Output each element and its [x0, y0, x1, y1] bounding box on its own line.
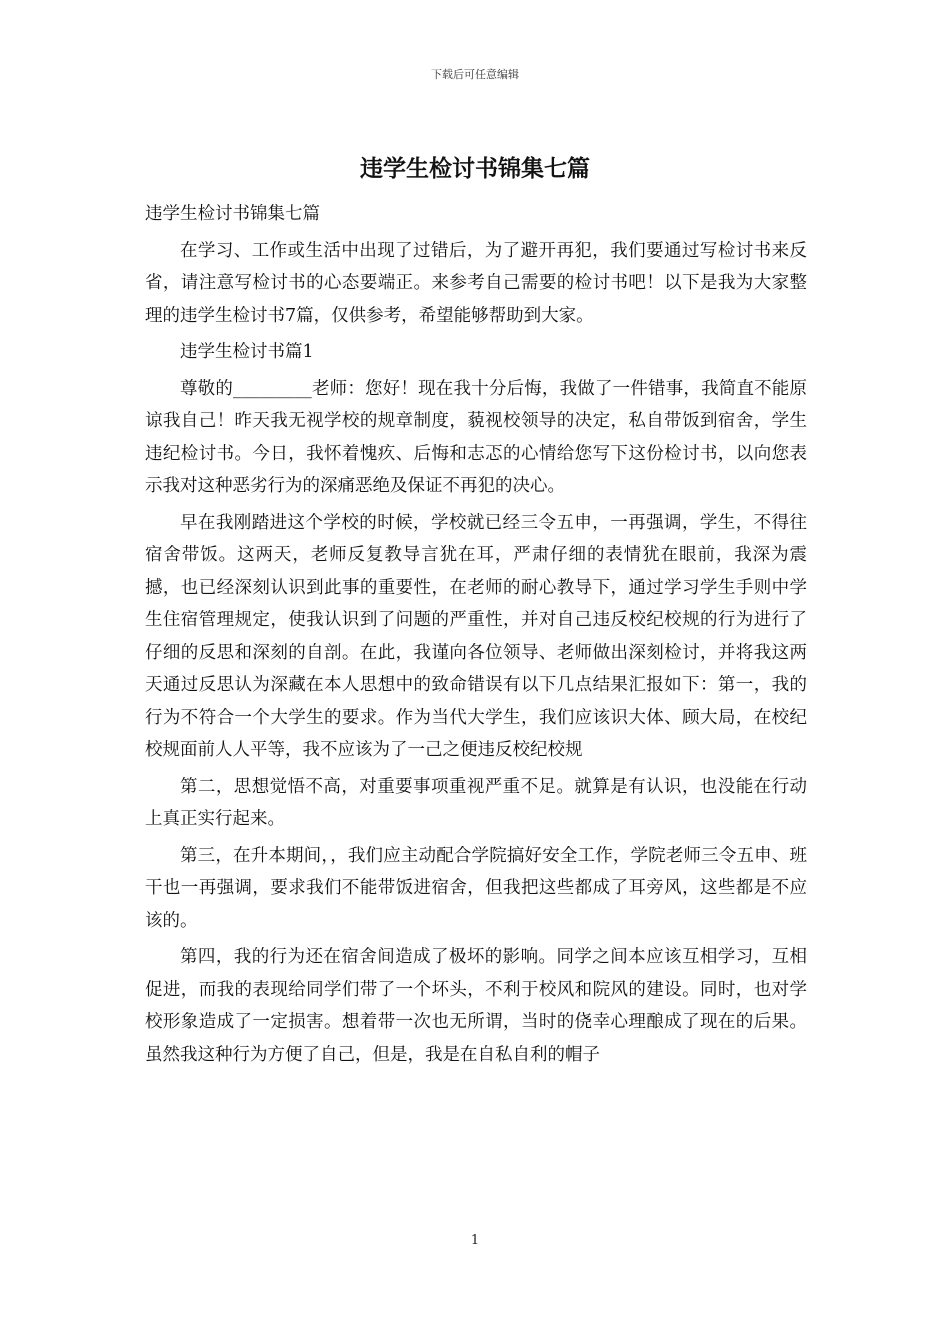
- page-number: 1: [470, 1233, 480, 1248]
- header-note: 下载后可任意编辑: [431, 68, 519, 81]
- paragraph-point-three: 第三，在升本期间，，我们应主动配合学院搞好安全工作，学院老师三令五申、班干也一再强调，要求我们不能带饭进宿舍，但我把这些都成了耳旁风，这些都是不应该的。: [145, 845, 807, 931]
- paragraph-intro: 在学习、工作或生活中出现了过错后，为了避开再犯，我们要通过写检讨书来反省，请注意写检讨书的心态要端正。来参考自己需要的检讨书吧！以下是我为大家整理的违学生检讨书7篇，仅供参考，希望能够帮助到大家。: [145, 240, 807, 326]
- document-body: [145, 198, 807, 1071]
- section-heading: 违学生检讨书篇1: [180, 342, 314, 362]
- paragraph-greeting: 尊敬的_________老师：您好！现在我十分后悔，我做了一件错事，我简直不能原谅我自己！昨天我无视学校的规章制度，藐视校领导的决定，私自带饭到宿舍，学生违纪检讨书。今日，我怀着愧疚、后悔和志忑的心情给您写下这份检讨书，以向您表示我对这种恶劣行为的深痛恶绝及保证不再犯的决心。: [145, 378, 807, 496]
- paragraph-point-two: 第二，思想觉悟不高，对重要事项重视严重不足。就算是有认识，也没能在行动上真正实行起来。: [145, 776, 807, 829]
- document-subtitle: 违学生检讨书锦集七篇: [145, 204, 320, 224]
- paragraph-point-four: 第四，我的行为还在宿舍间造成了极坏的影响。同学之间本应该互相学习，互相促进，而我的表现给同学们带了一个坏头，不利于校风和院风的建设。同时，也对学校形象造成了一定损害。想着带一次也无所谓，当时的侥幸心理酿成了现在的后果。虽然我这种行为方便了自己，但是，我是在自私自利的帽子: [145, 947, 807, 1065]
- paragraph-reflection: 早在我刚踏进这个学校的时候，学校就已经三令五申，一再强调，学生，不得往宿舍带饭。这两天，老师反复教导言犹在耳，严肃仔细的表情犹在眼前，我深为震撼，也已经深刻认识到此事的重要性，在老师的耐心教导下，通过学习学生手则中学生住宿管理规定，使我认识到了问题的严重性，并对自己违反校纪校规的行为进行了仔细的反思和深刻的自剖。在此，我谨向各位领导、老师做出深刻检讨，并将我这两天通过反思认为深藏在本人思想中的致命错误有以下几点结果汇报如下：第一，我的行为不符合一个大学生的要求。作为当代大学生，我们应该识大体、顾大局，在校纪校规面前人人平等，我不应该为了一己之便违反校纪校规: [145, 512, 807, 760]
- document-title: 违学生检讨书锦集七篇: [360, 155, 590, 182]
